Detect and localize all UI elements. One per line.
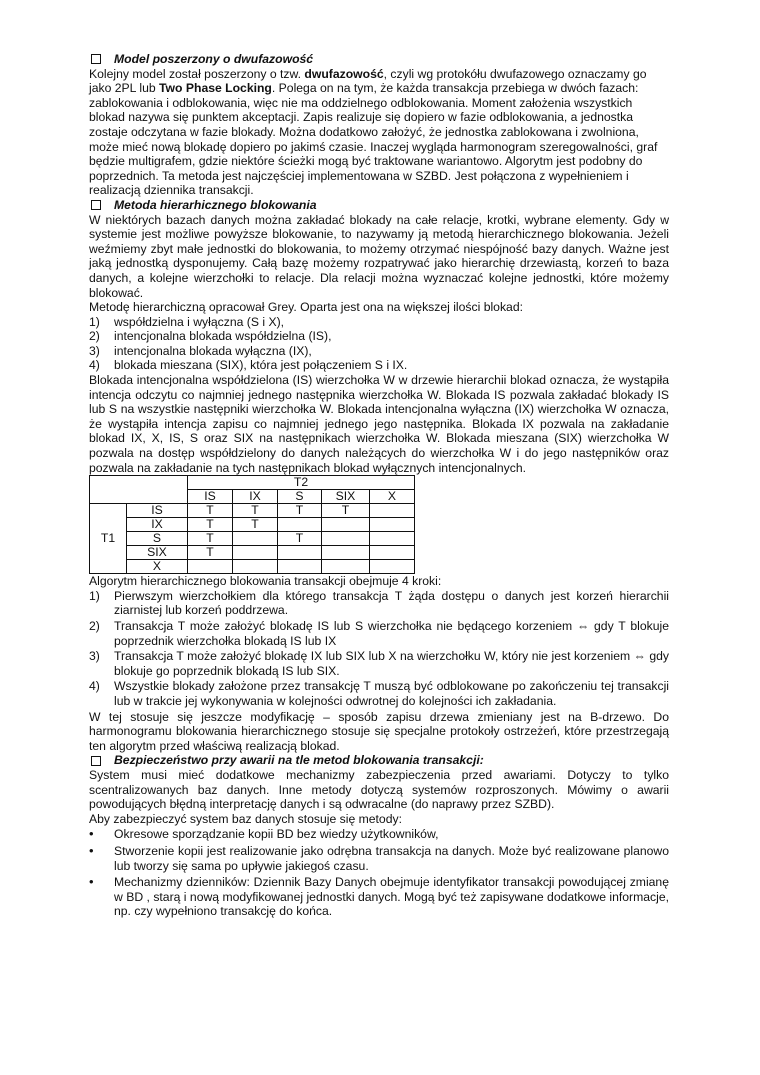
paragraph-methods-intro: Aby zabezpieczyć system baz danych stosuje się metody:	[89, 811, 402, 826]
list-item	[89, 344, 669, 359]
bold-term: Two Phase Locking	[159, 81, 272, 96]
list-number: 4)	[89, 679, 100, 694]
table-cell	[233, 546, 278, 560]
table-cell	[188, 560, 233, 574]
list-text: Wszystkie blokady założone przez transakcję T muszą być odblokowane po zakończeniu tej transakcji lub w trakcie jej wykonywania w kolejności odwrotnej do kolejności ich zakładania.	[114, 679, 669, 708]
section-title: Bezpieczeństwo przy awarii na tle metod blokowania transakcji:	[114, 753, 484, 768]
table-cell	[322, 560, 370, 574]
checkbox-bullet-icon	[91, 54, 101, 64]
bullet-icon: •	[89, 826, 94, 842]
list-text: blokada mieszana (SIX), która jest połączeniem S i IX.	[114, 358, 408, 373]
paragraph-algorithm-intro: Algorytm hierarchicznego blokowania transakcji obejmuje 4 kroki:	[89, 574, 442, 589]
table-header-t2: T2	[188, 476, 415, 490]
list-text: Mechanizmy dzienników: Dziennik Bazy Danych obejmuje identyfikator transakcji powodującej zmianę w BD , starą i nową modyfikowanej jednostki danych. Mogą być też zapisywane dodatkowe informacje, np. czy wypełniono transakcję do końca.	[114, 875, 669, 919]
list-text: intencjonalna blokada współdzielna (IS),	[114, 329, 332, 344]
table-cell: T	[322, 504, 370, 518]
list-number: 4)	[89, 358, 100, 373]
list-item	[89, 619, 669, 648]
list-number: 1)	[89, 588, 100, 603]
table-row-header: S	[127, 532, 188, 546]
table-cell	[278, 518, 322, 532]
list-text: współdzielna i wyłączna (S i X),	[114, 314, 285, 329]
bullet-icon: •	[89, 874, 94, 890]
list-number: 1)	[89, 314, 100, 329]
list-text: Stworzenie kopii jest realizowanie jako odrębna transakcja na danych. Może być realizowane planowo lub tworzy się sama po upływie jakiegoś czasu.	[114, 843, 669, 873]
table-corner-cell	[90, 476, 188, 504]
table-cell	[370, 532, 415, 546]
table-row-header: IS	[127, 504, 188, 518]
section-title: Metoda hierarhicznego blokowania	[114, 197, 317, 212]
paragraph-intent-locks: Blokada intencjonalna współdzielona (IS) wierzchołka W w drzewie hierarchii blokad oznacza, że wystąpiła intencja odczytu co najmniej jednego następnika wierzchołka W. Blokada IS pozwala zakładać blokady IS lub S na wszystkie następniki wierzchołka W. Blokada intencjonalna wyłączna (IX) wierzchołka W oznacza, że wystąpiła intencja zapisu co najmniej jednego jego następnika. Blokada IX pozwala na zakładanie blokad IX, X, IS, S oraz SIX na następnikach wierzchołka W. Blokada mieszana (SIX) wierzchołka W pozwala na dostęp współdzielony do danych należących do wierzchołka W i do jego następników oraz pozwala na zakładanie na tych następnikach blokad wyłącznych intencjonalnych.	[89, 373, 669, 475]
table-cell: T	[188, 532, 233, 546]
list-text: Okresowe sporządzanie kopii BD bez wiedzy użytkowników,	[114, 827, 439, 842]
paragraph-hierarchical-intro: W niektórych bazach danych można zakładać blokady na całe relacje, krotki, wybrane elementy. Gdy w systemie jest możliwe powyższe blokowanie, to nazywamy ją metodą hierarchicznego blokowania. Jeżeli weźmiemy zbyt małe jednostki do blokowania, to możemy otrzymać niespójność bazy danych. Ważne jest jaką jednostką dysponujemy. Całą bazę możemy rozpatrywać jako hierarchię drzewiastą, korzeń to baza danych, a kolejne wierzchołki to relacje. Dla relacji można wyznaczać kolejne jednostki, które możemy blokować.	[89, 212, 669, 300]
table-cell: T	[233, 504, 278, 518]
table-cell	[322, 532, 370, 546]
table-cell	[233, 532, 278, 546]
table-cell	[278, 546, 322, 560]
paragraph-failure-mechanisms: System musi mieć dodatkowe mechanizmy zabezpieczenia przed awariami. Dotyczy to tylko scentralizowanych baz danych. Inne metody dotyczą systemów rozproszonych. Mówimy o awarii powodujących błędną interpretację danych i są odwracalne (do naprawy przez SZBD).	[89, 767, 669, 812]
table-col-header: IS	[188, 490, 233, 504]
table-header-t1: T1	[90, 504, 127, 574]
checkbox-bullet-icon	[91, 756, 101, 766]
table-cell	[278, 560, 322, 574]
list-number: 2)	[89, 329, 100, 344]
list-item	[89, 315, 669, 330]
table-cell: T	[188, 546, 233, 560]
table-row-header: IX	[127, 518, 188, 532]
list-number: 3)	[89, 649, 100, 664]
lock-compatibility-table	[89, 475, 415, 574]
bold-term: dwufazowość	[304, 66, 384, 81]
paragraph-grey: Metodę hierarchiczną opracował Grey. Oparta jest ona na większej ilości blokad:	[89, 300, 523, 315]
list-item	[89, 844, 669, 873]
table-cell	[370, 518, 415, 532]
table-cell	[322, 518, 370, 532]
bullet-icon: •	[89, 842, 94, 858]
table-cell: T	[188, 518, 233, 532]
list-item	[89, 358, 669, 373]
section-title: Model poszerzony o dwufazowość	[114, 52, 314, 66]
table-cell	[370, 560, 415, 574]
section-heading-failure-safety	[89, 753, 669, 768]
section-heading-two-phase	[89, 52, 669, 67]
paragraph-two-phase	[89, 67, 669, 198]
list-text: Transakcja T może założyć blokadę IX lub SIX lub X na wierzchołku W, który nie jest korzeniem ⇔ gdy blokuje go poprzednik blokadą IS lub SIX.	[114, 649, 669, 678]
table-cell: T	[278, 532, 322, 546]
lock-types-list	[89, 315, 669, 373]
table-cell	[370, 546, 415, 560]
table-row-header: X	[127, 560, 188, 574]
list-item	[89, 329, 669, 344]
list-item	[89, 649, 669, 678]
table-col-header: S	[278, 490, 322, 504]
protection-methods-list	[89, 827, 669, 919]
list-number: 2)	[89, 619, 100, 633]
text-run: Kolejny model został poszerzony o tzw.	[89, 66, 305, 81]
table-cell	[370, 504, 415, 518]
table-cell: T	[233, 518, 278, 532]
table-cell	[322, 546, 370, 560]
section-heading-hierarchical	[89, 198, 669, 213]
text-run: , czyli wg protokółu dwufazowego oznaczamy go jako 2PL lub	[89, 66, 647, 96]
list-item	[89, 679, 669, 708]
table-cell: T	[188, 504, 233, 518]
list-item	[89, 589, 669, 618]
table-cell	[233, 560, 278, 574]
checkbox-bullet-icon	[91, 200, 101, 210]
list-item	[89, 875, 669, 919]
table-cell: T	[278, 504, 322, 518]
document-page	[89, 52, 669, 921]
list-text: Transakcja T może założyć blokadę IS lub S wierzchołka nie będącego korzeniem ⇔ gdy T blokuje poprzednik wierzchołka blokadą IS lub IX	[114, 619, 669, 648]
list-text: intencjonalna blokada wyłączna (IX),	[114, 343, 312, 358]
list-item	[89, 827, 669, 842]
algorithm-steps-list	[89, 589, 669, 709]
table-row-header: SIX	[127, 546, 188, 560]
list-text: Pierwszym wierzchołkiem dla którego transakcja T żąda dostępu o danych jest korzeń hierarchii ziarnistej lub korzeń poddrzewa.	[114, 588, 669, 618]
table-col-header: X	[370, 490, 415, 504]
list-number: 3)	[89, 343, 100, 358]
paragraph-b-tree: W tej stosuje się jeszcze modyfikację – sposób zapisu drzewa zmieniany jest na B-drzewo. Do harmonogramu blokowania hierarchicznego stosuje się specjalne protokoły ostrzeżeń, które przestrzegają ten algorytm przed właściwą realizacją blokad.	[89, 709, 669, 753]
table-col-header: IX	[233, 490, 278, 504]
text-run: . Polega on na tym, że każda transakcja przebiega w dwóch fazach: zablokowania i odblokowania, więc nie ma oddzielnego odblokowania. Moment założenia wszystkich blokad nazywa się punktem akceptacji. Zapis realizuje się dopiero w fazie odblokowania, a jednostka zostaje odczytana w fazie blokady. Można dodatkowo założyć, że jednostka zablokowana i zwolniona, może mieć nową blokadę dopiero po jakimś czasie. Inaczej wygląda harmonogram szeregowalności, graf będzie multigrafem, gdzie niektóre ścieżki mogą być traktowane wariantowo. Algorytm jest podobny do poprzednich. Ta metoda jest najczęściej implementowana w SZBD. Jest połączona z wypełnieniem i realizacją dziennika transakcji.	[89, 81, 658, 198]
table-col-header: SIX	[322, 490, 370, 504]
